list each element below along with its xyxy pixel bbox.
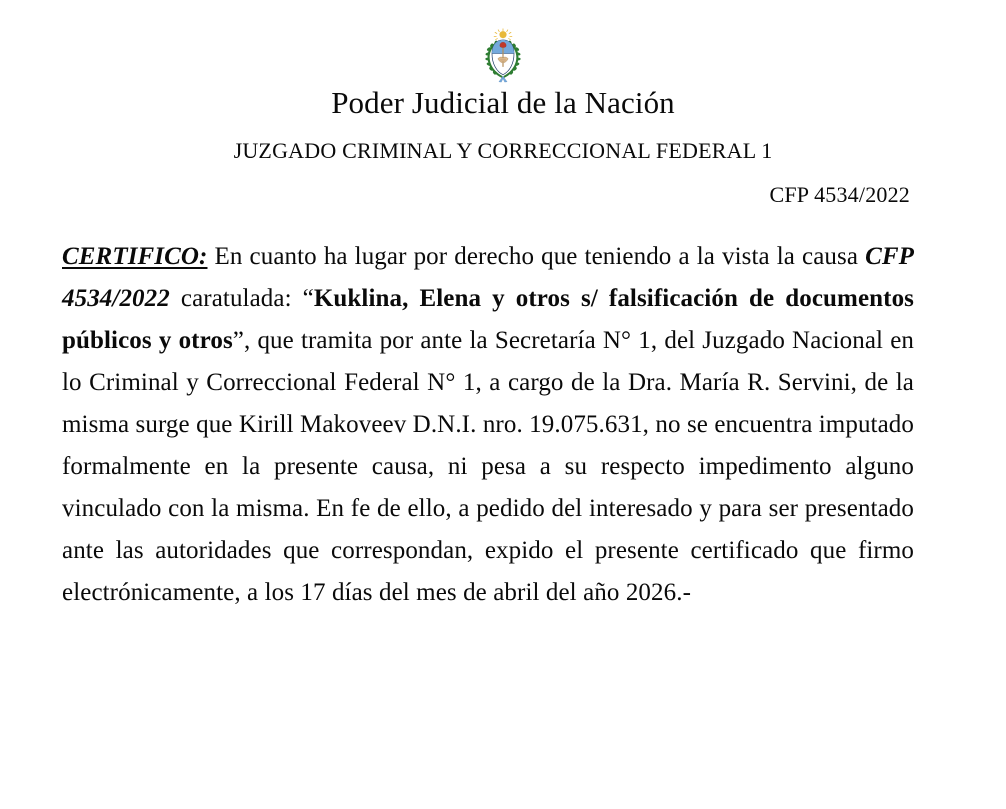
crest-container (0, 0, 1006, 74)
case-number-inline: CFP 4534/2022 (62, 243, 914, 312)
page-title: Poder Judicial de la Nación (331, 85, 675, 120)
certifico-label: CERTIFICO: (62, 243, 208, 270)
case-caption: Kuklina, Elena y otros s/ falsificación de documentos públicos y otros (62, 285, 914, 354)
argentina-coat-of-arms-icon (481, 28, 525, 86)
body-segment-3: ”, que tramita por ante la Secretaría N° 1, del Juzgado Nacional en lo Criminal y Correccional Federal N° 1, a cargo de la Dra. María R. Servini, de la misma surge que Kirill Makoveev D.N.I. nro. 19.075.631, no se encuentra imputado formalmente en la presente causa, ni pesa a su respecto impedimento alguno vinculado con la misma. En fe de ello, a pedido del interesado y para ser presentado ante las autoridades que correspondan, expido el presente certificado que firmo electrónicamente, a los 17 días del mes de abril del año 2026.- (62, 327, 914, 606)
court-name-subtitle: JUZGADO CRIMINAL Y CORRECCIONAL FEDERAL 1 (233, 138, 773, 163)
document-body (62, 236, 914, 614)
certificate-paragraph (62, 236, 914, 614)
body-segment-1: En cuanto ha lugar por derecho que teniendo a la vista la causa (207, 243, 866, 270)
case-number-header: CFP 4534/2022 (769, 182, 910, 207)
body-segment-2: caratulada: “ (169, 285, 314, 312)
